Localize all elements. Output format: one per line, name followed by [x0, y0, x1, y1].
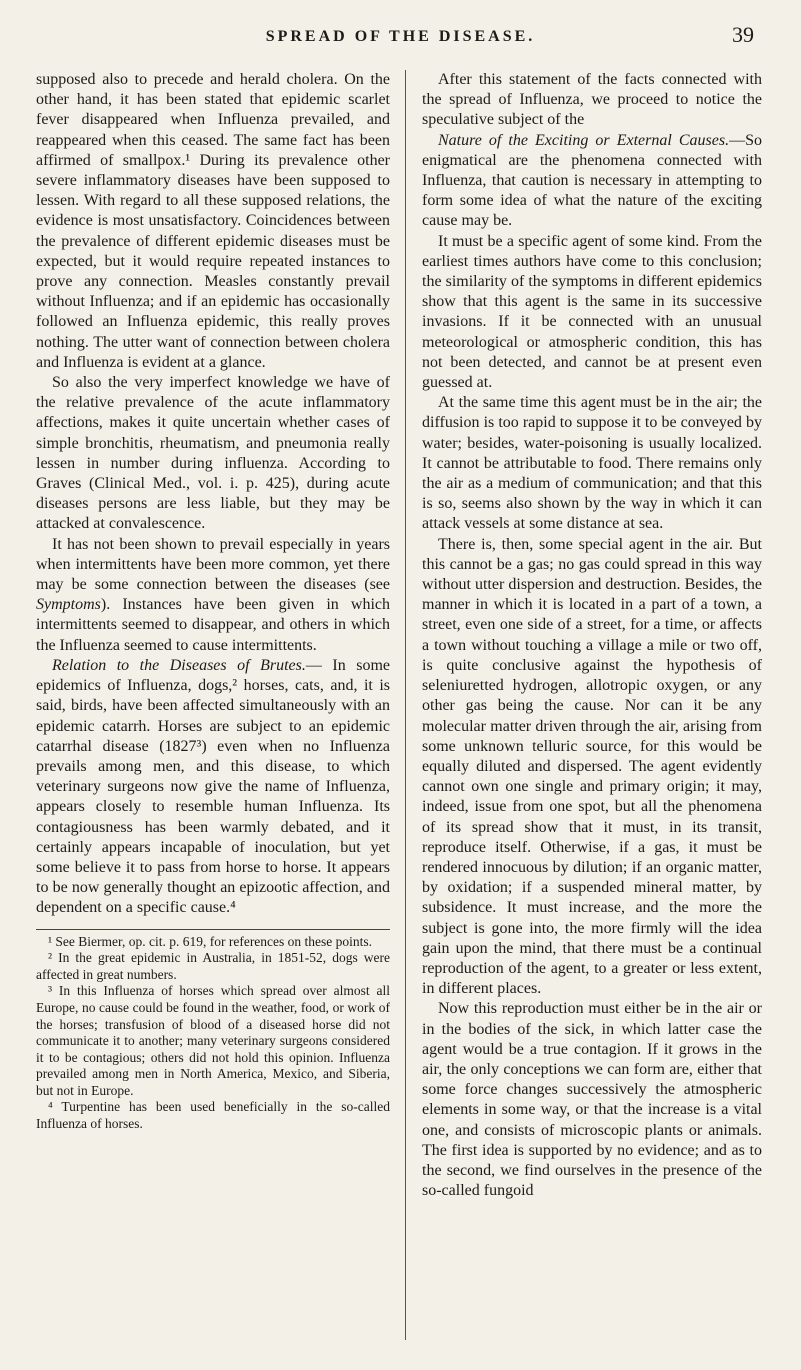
cross-reference: Symptoms [36, 596, 101, 614]
column-divider [405, 70, 406, 1340]
section-heading: Relation to the Diseases of Brutes. [52, 656, 306, 674]
paragraph: supposed also to precede and herald cholera. On the other hand, it has been stated that epidemic scarlet fever disappeared when Influenza prevailed, and reappeared when this ceased. The same fact has been affirmed of smallpox.¹ During its prevalence other severe inflammatory diseases have been supposed to lessen. With regard to all these supposed relations, the evidence is most unsatisfactory. Coincidences between the prevalence of different epidemic diseases must be expected, but it would require repeated instances to prove any connection. Measles constantly prevail without Influenza; and if an epidemic has occasionally followed an Influenza epidemic, this really proves nothing. The utter want of connection between cholera and Influenza is evident at a glance. [36, 71, 390, 371]
footnote: ² In the great epidemic in Australia, in 1851-52, dogs were affected in great numbers. [36, 950, 390, 982]
text-run: — In some epidemics of Influenza, dogs,² horses, cats, and, it is said, birds, have been affected simultaneously with an epidemic catarrh. Horses are subject to an epidemic catarrhal disease (1827³) even when no Influenza prevails among men, and this disease, to which veterinary surgeons now give the name of Influenza, appears closely to resemble human Influenza. Its contagiousness has been warmly debated, and it certainly appears incapable of inoculation, but yet some believe it to pass from horse to horse. It appears to be now generally thought an epizootic affection, and dependent on a specific cause.⁴ [36, 656, 390, 917]
paragraph: So also the very imperfect knowledge we have of the relative prevalence of the acute inflammatory affections, makes it quite uncertain whether cases of simple bronchitis, rheumatism, and pneumonia really lessen in number during influenza. According to Graves (Clinical Med., vol. i. p. 425), during acute diseases persons are less liable, but they may be attacked at convalescence. [36, 374, 390, 533]
text-run: —So enigmatical are the phenomena connected with Influenza, that caution is necessary in attempting to form some idea of what the nature of the exciting cause may be. [422, 131, 762, 230]
footnote: ¹ See Biermer, op. cit. p. 619, for references on these points. [48, 933, 373, 949]
paragraph: There is, then, some special agent in the air. But this cannot be a gas; no gas could spread in this way without utter dispersion and destruction. Besides, the manner in which it is located in a part of a town, a street, even one side of a street, for a time, or affects a town without touching a village a mile or two off, is quite conclusive against the hypothesis of seleniuretted hydrogen, allotropic oxygen, or any other gas being the cause. Nor can it be any molecular matter driven through the air, arising from some unknown telluric source, for this would be equally diluted and dispersed. The agent evidently cannot own one single and primary origin; it may, indeed, issue from one spot, but all the phenomena of its spread show that it must, in its transit, reproduce itself. Otherwise, if a gas, it must be rendered innocuous by dilution; if an organic matter, by oxidation; if a suspended mineral matter, by subsidence. It must increase, and the more the subject is gone into, the more firmly will the idea gain upon the mind, that there must be a continual reproduction of the agent, to a greater or less extent, in different places. [422, 535, 762, 998]
section-heading: Nature of the Exciting or External Causes. [438, 131, 730, 149]
page-number: 39 [732, 22, 754, 47]
paragraph [36, 656, 390, 919]
running-head: SPREAD OF THE DISEASE. [265, 28, 536, 45]
paragraph [422, 131, 762, 232]
paragraph: It must be a specific agent of some kind. From the earliest times authors have come to this conclusion; the similarity of the symptoms in different epidemics show that this agent is the same in its successive invasions. If it be connected with an unusual meteorological or atmospheric condition, this has not been detected, and cannot be at present even guessed at. [422, 232, 762, 392]
paragraph: Now this reproduction must either be in the air or in the bodies of the sick, in which latter case the agent would be a true contagion. If it grows in the air, the only conceptions we can form are, either that some force changes successively the atmospheric elements in some way, or that the increase is a vital one, and consists of microscopic plants or animals. The first idea is supported by no evidence; and as to the second, we find ourselves in the presence of the so-called fungoid [422, 1000, 762, 1200]
footnote: ³ In this Influenza of horses which spread over almost all Europe, no cause could be found in the weather, food, or work of the horses; transfusion of blood of a diseased horse did not communicate it to another; many veterinary surgeons considered it to be contagious; others did not hold this opinion. Influenza prevailed among men in North America, Mexico, and Siberia, but not in Europe. [36, 983, 390, 1098]
text-run: ). Instances have been given in which intermittents seemed to disappear, and others in which the Influenza seemed to cause intermittents. [36, 596, 390, 654]
paragraph [36, 535, 390, 656]
paragraph: At the same time this agent must be in the air; the diffusion is too rapid to suppose it to be conveyed by water; besides, water-poisoning is usually localized. It cannot be attributable to food. There remains only the air as a medium of communication; and that this is so, seems also shown by the way in which it can attack vessels at some distance at sea. [422, 394, 762, 533]
text-run: It has not been shown to prevail especially in years when intermittents have been more common, yet there may be some connection between the diseases (see [36, 535, 390, 594]
left-column [36, 70, 390, 1133]
footnote: ⁴ Turpentine has been used beneficially in the so-called Influenza of horses. [36, 1099, 390, 1132]
paragraph: After this statement of the facts connected with the spread of Influenza, we proceed to notice the speculative subject of the [422, 71, 762, 129]
page-header [0, 22, 801, 52]
footnotes [36, 929, 390, 1133]
right-column [422, 70, 762, 1201]
